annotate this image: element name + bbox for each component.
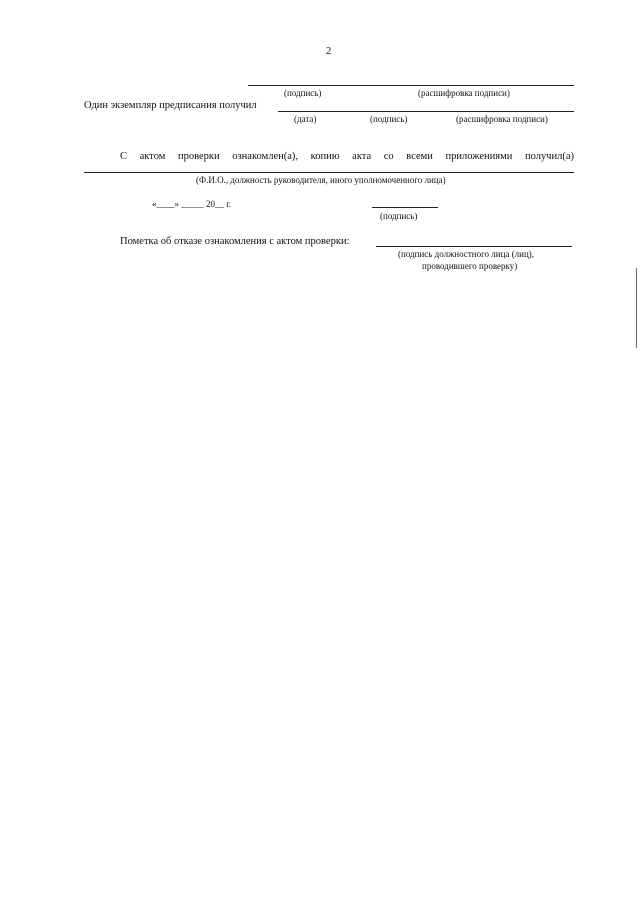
received-prescription-text: Один экземпляр предписания получил — [84, 100, 257, 111]
refusal-note-line — [376, 246, 572, 247]
caption-signature-mid: (подпись) — [370, 114, 408, 124]
page-number: 2 — [326, 46, 332, 57]
scan-edge-mark — [636, 268, 637, 348]
signature-line-act — [372, 207, 438, 208]
caption-person: (Ф.И.О., должность руководителя, иного уполномоченного лица) — [196, 175, 446, 185]
refusal-note-text: Пометка об отказе ознакомления с актом проверки: — [120, 236, 350, 247]
caption-signature-act: (подпись) — [380, 211, 418, 221]
caption-signature-top: (подпись) — [284, 88, 322, 98]
person-line — [84, 172, 574, 173]
acquainted-text — [120, 151, 574, 162]
received-prescription-line — [278, 111, 574, 112]
caption-official-line2: проводившего проверку) — [422, 261, 518, 271]
signature-line-top — [248, 85, 574, 86]
acquainted-text-content: С актом проверки ознакомлен(а), копию акта со всеми приложениями получил(а) — [120, 151, 574, 162]
caption-date: (дата) — [294, 114, 317, 124]
caption-decode-mid: (расшифровка подписи) — [456, 114, 548, 124]
caption-decode-top: (расшифровка подписи) — [418, 88, 510, 98]
date-template: «____» _____ 20__ г. — [152, 199, 232, 209]
caption-official-line1: (подпись должностного лица (лиц), — [398, 249, 535, 259]
